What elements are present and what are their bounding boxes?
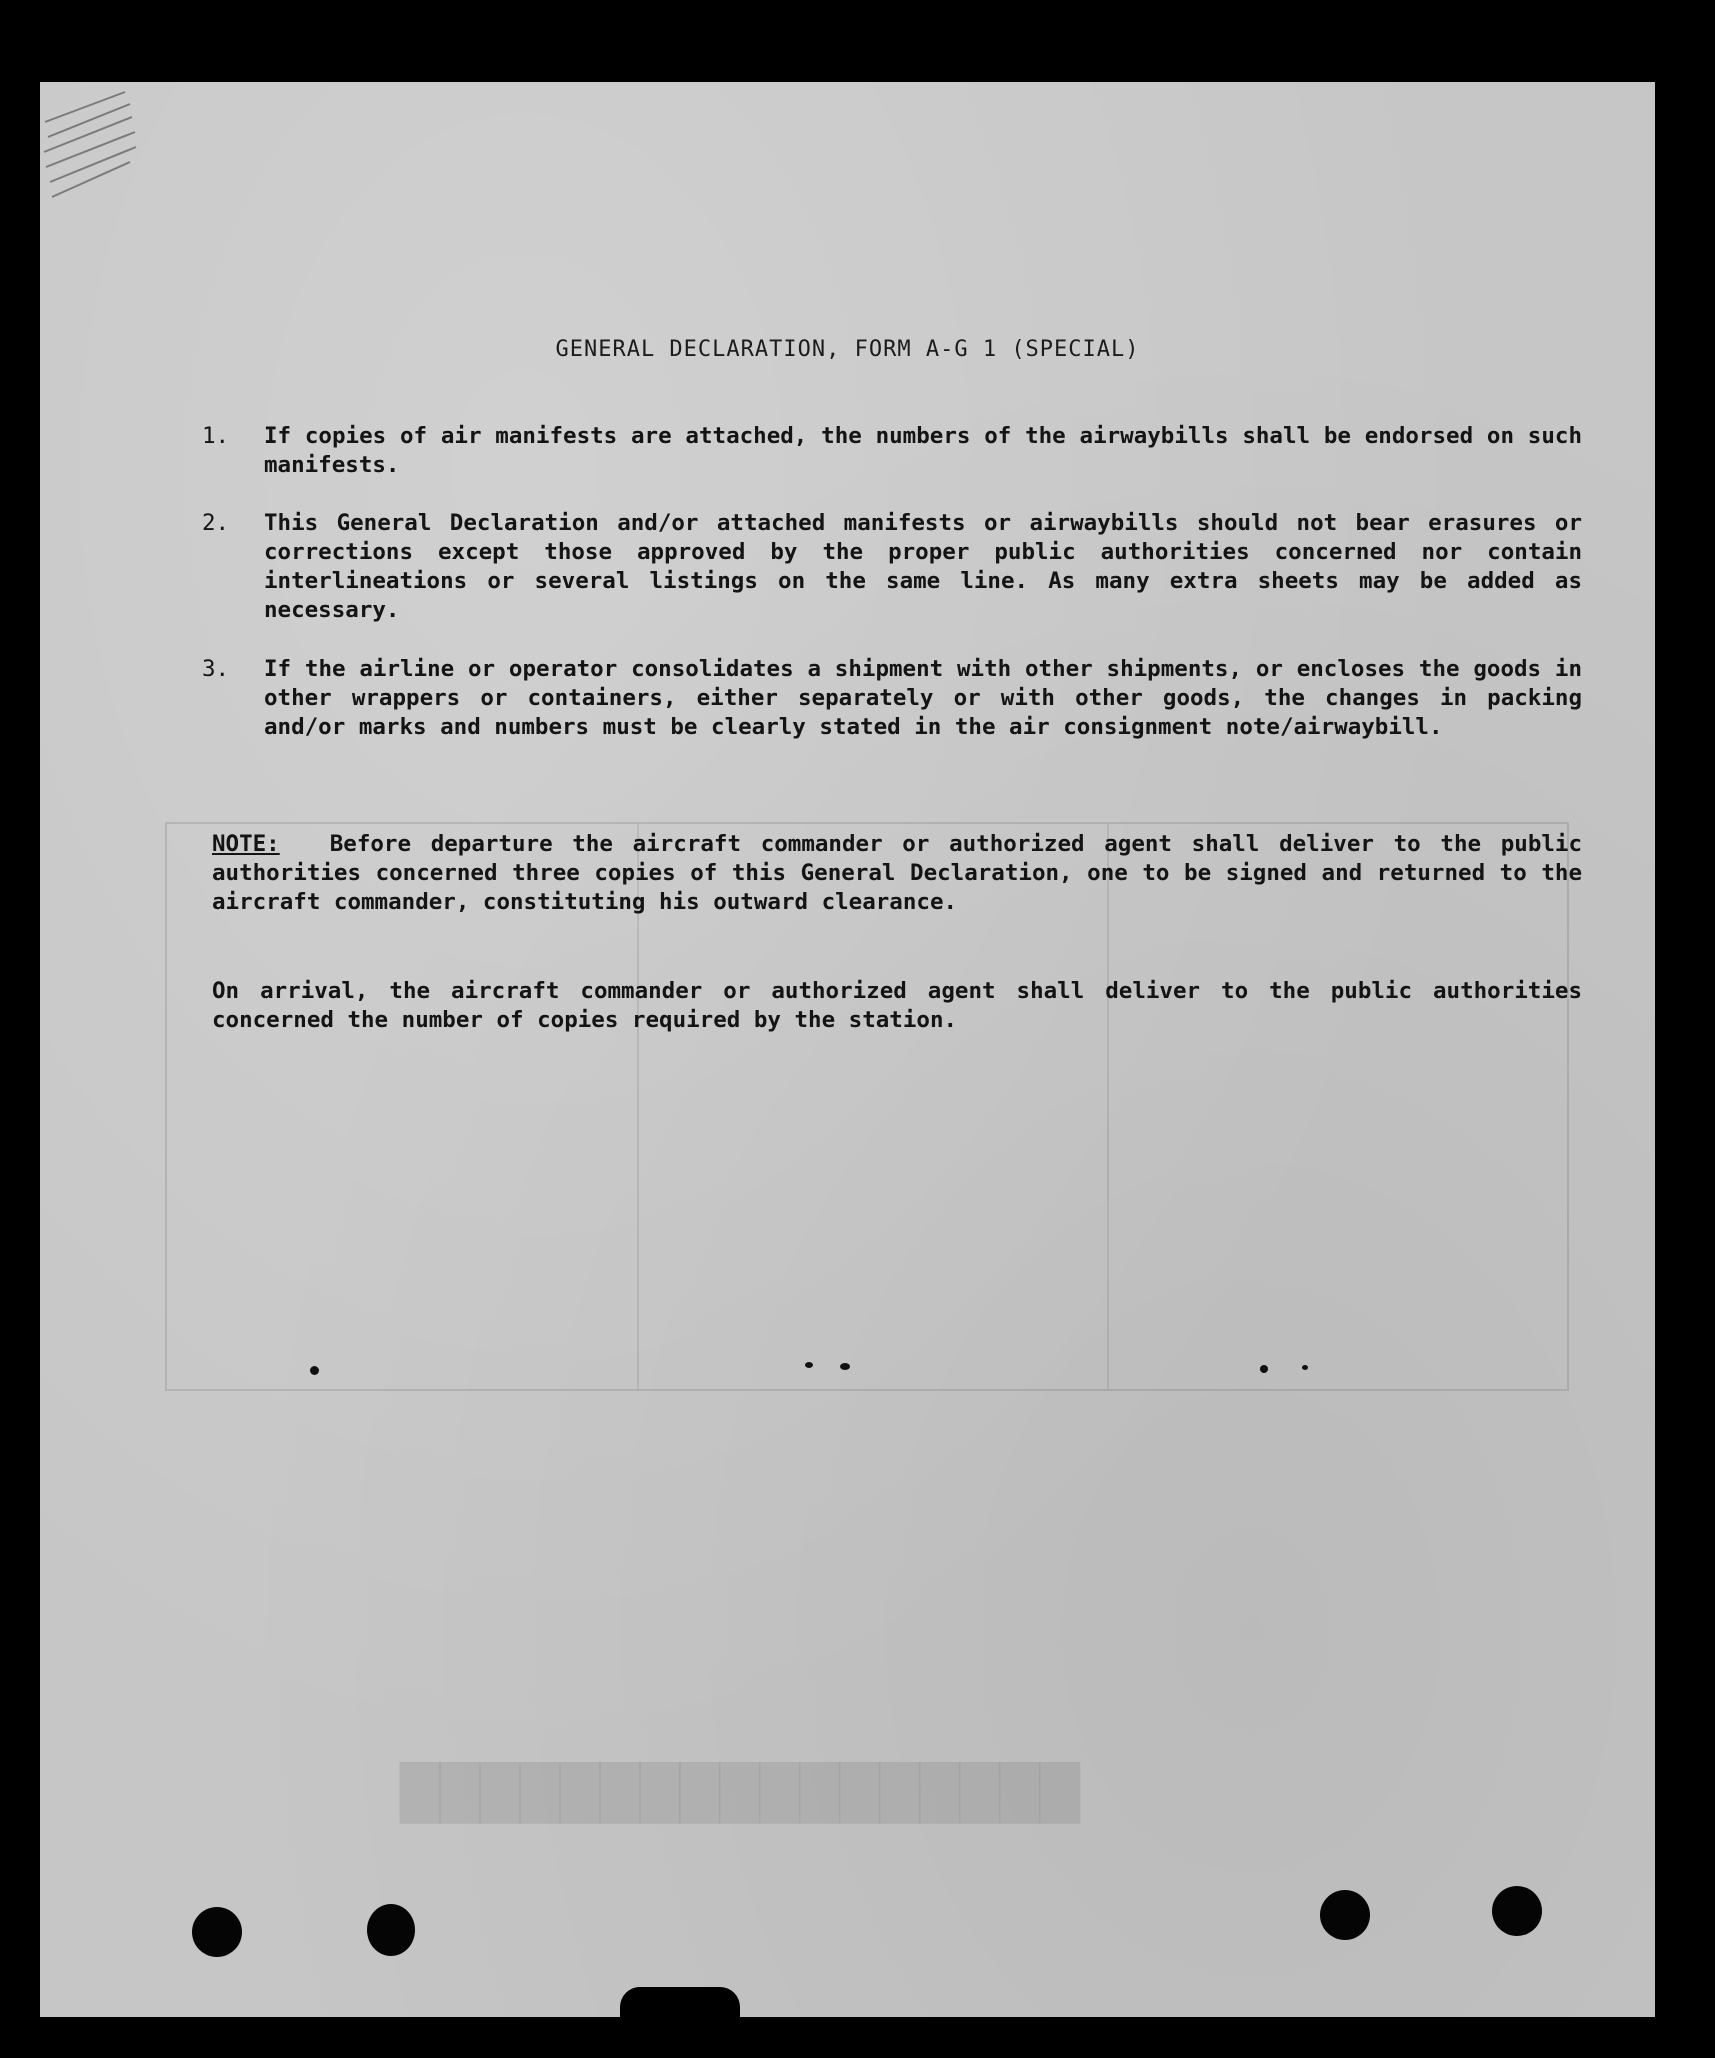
ink-speck bbox=[1302, 1365, 1308, 1370]
item-number: 1. bbox=[202, 423, 230, 449]
item-text: If the airline or operator consolidates a shipment with other shipments, or encloses the goods in other wrappers or containers, either separately or with other goods, the changes in packing and/or marks and numbers must be clearly stated in the air consignment note/airwaybill. bbox=[264, 656, 1582, 740]
item-text: If copies of air manifests are attached, the numbers of the airwaybills shall be endorsed on such manifests. bbox=[264, 423, 1582, 478]
ink-speck bbox=[840, 1363, 850, 1370]
punch-hole bbox=[1320, 1890, 1370, 1940]
note-paragraph-2 bbox=[212, 977, 1582, 1035]
ink-speck bbox=[805, 1362, 813, 1368]
punch-hole bbox=[192, 1907, 242, 1957]
note-paragraph-1 bbox=[212, 830, 1582, 917]
torn-edge bbox=[620, 1987, 740, 2017]
page-title: GENERAL DECLARATION, FORM A-G 1 (SPECIAL) bbox=[555, 337, 1140, 362]
note-label: NOTE: bbox=[212, 831, 280, 857]
note-text: On arrival, the aircraft commander or authorized agent shall deliver to the public authorities concerned the number of copies required by the station. bbox=[212, 978, 1582, 1033]
item-number: 2. bbox=[202, 510, 230, 536]
instruction-item-1 bbox=[202, 422, 1582, 480]
ink-speck bbox=[1260, 1365, 1268, 1373]
ink-speck bbox=[310, 1366, 319, 1375]
instruction-item-2 bbox=[202, 509, 1582, 625]
punch-hole bbox=[1492, 1886, 1542, 1936]
instruction-item-3 bbox=[202, 655, 1582, 742]
item-number: 3. bbox=[202, 656, 230, 682]
bleed-through-heading: █████████████████ bbox=[400, 1762, 1080, 1823]
item-text: This General Declaration and/or attached manifests or airwaybills should not bear erasures or corrections except those approved by the proper public authorities concerned nor contain interlineations or several listings on the same line. As many extra sheets may be added as necessary. bbox=[264, 510, 1582, 623]
scratch-marks bbox=[40, 82, 160, 212]
document-page bbox=[40, 82, 1655, 2017]
note-text: Before departure the aircraft commander or authorized agent shall deliver to the public authorities concerned three copies of this General Declaration, one to be signed and returned to the aircraft commander, constituting his outward clearance. bbox=[212, 831, 1582, 915]
punch-hole bbox=[367, 1904, 415, 1956]
